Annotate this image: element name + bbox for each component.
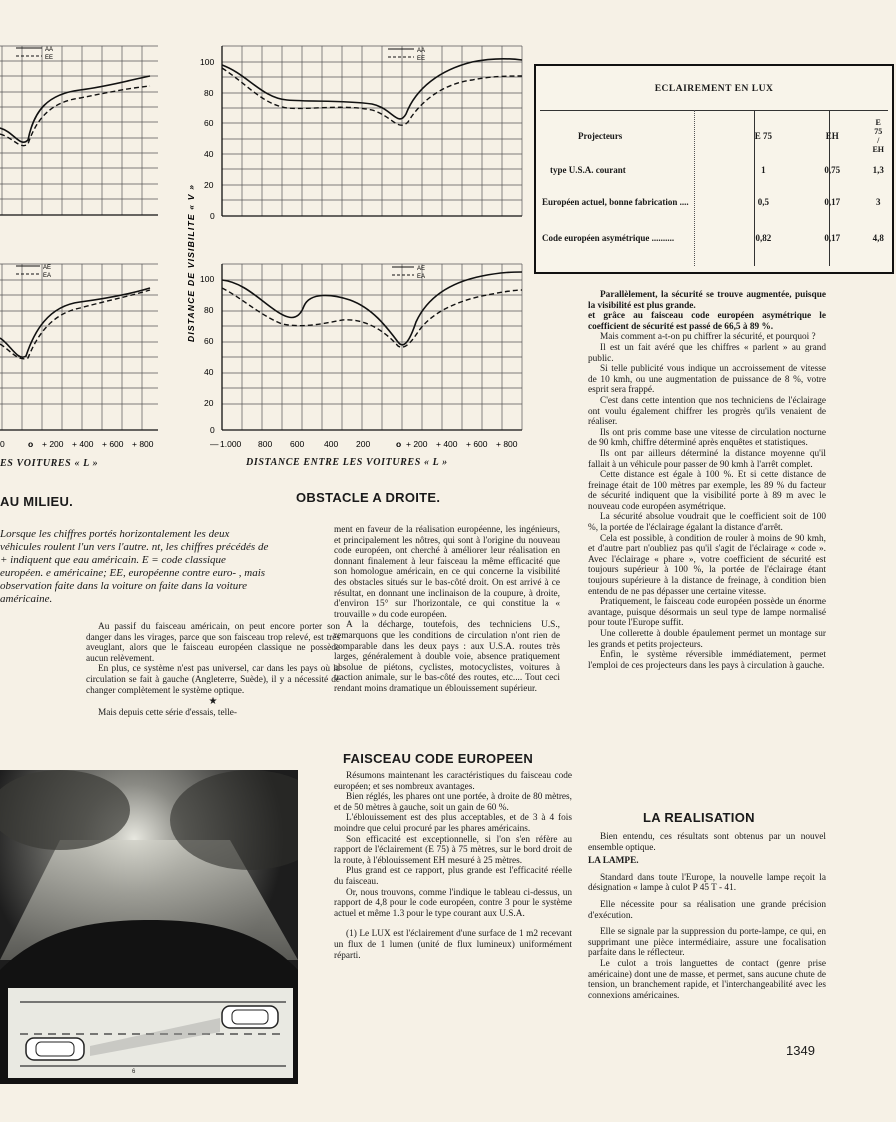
lux-header-eh: EH (825, 131, 839, 141)
col3-p5: C'est dans cette intention que nos techniciens de l'éclairage ont voulu également chiffrer les progrès qu'ils venaient de réaliser. (588, 395, 826, 428)
lux-row-1-e75: 0,5 (757, 197, 770, 207)
lux-table-title: ECLAIREMENT EN LUX (654, 84, 774, 94)
col3b-p4: Elle se signale par la suppression du porte-lampe, ce qui, en supprimant une pièce intermédiaire, assure une focalisation parfaite dans le réflecteur. (588, 927, 826, 959)
col1-p3: Mais depuis cette série d'essais, telle- (98, 708, 238, 719)
lux-row-0-label: type U.S.A. courant (550, 165, 626, 175)
x-tick-right-0: 1.000 (220, 439, 242, 449)
legend-bottom-left-0: AE (43, 265, 52, 271)
col3-p0: Parallèlement, la sécurité se trouve augmentée, puisque la visibilité est plus grande. (588, 290, 826, 311)
y-tick-top-4: 20 (204, 180, 214, 190)
col3-p12: Une collerette à double épaulement permet un montage sur les grands et petits projecteurs. (588, 629, 826, 650)
legend-bottom-left-1: EA (43, 273, 52, 279)
x-tick-left-0: 0 (0, 439, 5, 449)
column-2b (334, 771, 572, 961)
column-2a (334, 525, 560, 695)
x-tick-right-1: 800 (258, 439, 273, 449)
col2c-p2: L'éblouissement est des plus acceptables, et de 3 à 4 fois moindre que celui procuré par les phares américains. (334, 813, 572, 834)
y-axis-label-text: DISTANCE DE VISIBILITE « V » (186, 183, 196, 342)
column-3b (588, 832, 826, 1001)
y-tick-top-1: 80 (204, 88, 214, 98)
lux-row-1-ratio: 3 (875, 197, 881, 207)
lux-table (540, 116, 886, 256)
col3-p1: et grâce au faisceau code européen asymétrique le coefficient de sécurité est passé de 66,5 à 89 %. (588, 311, 826, 332)
lux-table-box (534, 64, 894, 274)
col3b-p3: Elle nécessite pour sa réalisation une grande précision d'exécution. (588, 899, 826, 921)
col3-p3: Il est un fait avéré que les chiffres « parlent » au grand public. (588, 342, 826, 364)
legend-bottom-right-1: EA (417, 274, 426, 280)
x-tick-right-4: 200 (356, 439, 371, 449)
x-tick-right-3: 400 (324, 439, 339, 449)
col2c-p4: Plus grand est ce rapport, plus grande est l'efficacité réelle du faisceau. (334, 866, 572, 887)
column-3a (588, 290, 826, 671)
legend-bottom-right-0: AE (417, 266, 426, 272)
heading-obstacle-droite: OBSTACLE A DROITE. (296, 490, 441, 505)
col3b-p2: Standard dans toute l'Europe, la nouvelle lampe reçoit la désignation « lampe à culot P 45 T - 41. (588, 872, 826, 894)
col2c-p3: Son efficacité est exceptionnelle, si l'on s'en réfère au rapport de l'éclairement (E 75) à 75 mètres, sur le bord droit de la route, à l'éblouissement EH mesuré à 25 mètres. (334, 834, 572, 866)
svg-text:—: — (210, 439, 219, 449)
x-tick-right-2: 600 (290, 439, 305, 449)
col2c-p5: Or, nous trouvons, comme l'indique le tableau ci-dessus, un rapport de 4,8 pour le code européen, contre 3 pour le système actuel et même 1.3 pour le type courant aux U.S.A. (334, 887, 572, 919)
col3-p6: Ils ont pris comme base une vitesse de circulation nocturne de 90 kmh, chiffre déterminé après enquêtes et statistiques. (588, 427, 826, 449)
heading-la-realisation: LA REALISATION (643, 810, 755, 825)
legend-top-left-0: AA (45, 47, 54, 53)
x-axis-label-left: ES VOITURES « L » (0, 458, 99, 469)
lux-row-1-label: Européen actuel, bonne fabrication .... (542, 197, 689, 207)
night-road-photo (0, 770, 298, 1084)
chart-bottom-right (192, 258, 537, 458)
lux-row-0-ratio: 1,3 (872, 165, 884, 175)
y-tick-top-0: 100 (200, 57, 215, 67)
col2c-p0: Résumons maintenant les caractéristiques du faisceau code européen; et ses nombreux avantages. (334, 771, 572, 792)
footnote: (1) Le LUX est l'éclairement d'une surface de 1 m2 recevant un flux de 1 lumen (unité de flux lumineux) uniformément réparti. (334, 929, 572, 961)
legend-top-left-1: EE (45, 55, 54, 61)
col3-p4: Si telle publicité vous indique un accroissement de vitesse de 10 kmh, ou une augmentation de puissance de 8 %, votre esprit sera frappé. (588, 364, 826, 396)
y-tick-top-3: 40 (204, 149, 214, 159)
photo-number: 6 (132, 1069, 136, 1075)
page-number: 1349 (786, 1043, 815, 1058)
col3-p13: Enfin, le système réversible immédiatement, permet l'emploi de ces projecteurs dans les pays à circulation à gauche. (588, 650, 826, 671)
x-tick-left-1: o (28, 439, 34, 449)
night-road-photo-image (0, 770, 298, 1084)
x-tick-left-2: + 200 (42, 439, 64, 449)
col3-p10: Cela est possible, à condition de rouler à moins de 90 kmh, et d'autre part n'oubliez pas qu'il s'agit de l'éclairage « code ». Avec l'éclairage « phare », votre coefficient de sécurité est toujours supérieur à 100 %, la portée de l'éclairage étant toujours supérieure à la distance de freinage, à condition bien entendu de ne pas dépasser une certaine vitesse. (588, 533, 826, 597)
legend-top-right-1: EE (417, 56, 426, 62)
lux-row-1-eh: 0,17 (824, 197, 841, 207)
subheading-la-lampe: LA LAMPE. (588, 856, 639, 867)
col1-p0: Au passif du faisceau américain, on peut encore porter son danger dans les virages, parce que son faisceau trop relevé, est très aveuglant, alors que le faisceau européen classique ne possède aucun relèvement. (86, 622, 340, 664)
chart-top-right (192, 40, 532, 220)
col3-p11: Pratiquement, le faisceau code européen possède un énorme avantage, puisque désormais un seul type de lampe normalisé pour toute l'Europe suffit. (588, 597, 826, 629)
lux-header-e75: E 75 (754, 131, 773, 141)
x-tick-left-3: + 400 (72, 439, 94, 449)
y-tick-bottom-0: 100 (200, 274, 215, 284)
lux-header-ratio: E 75 / EH (872, 118, 884, 154)
x-tick-right-9: + 800 (496, 439, 518, 449)
legend-top-right-0: AA (417, 48, 426, 54)
x-tick-left-5: + 800 (132, 439, 154, 449)
y-tick-top-5: 0 (210, 211, 215, 220)
y-tick-bottom-3: 40 (204, 367, 214, 377)
lux-row-2-e75: 0,82 (755, 233, 772, 243)
y-axis-label (138, 124, 150, 244)
y-tick-bottom-4: 20 (204, 398, 214, 408)
x-tick-right-6: + 200 (406, 439, 428, 449)
col3-p2: Mais comment a-t-on pu chiffrer la sécurité, et pourquoi ? (600, 332, 816, 343)
x-tick-right-8: + 600 (466, 439, 488, 449)
lux-row-0-eh: 0,75 (824, 165, 841, 175)
col2c-p1: Bien réglés, les phares ont une portée, à droite de 80 mètres, et de 50 mètres à gauche, soit un gain de 60 %. (334, 792, 572, 813)
x-axis-label-right: DISTANCE ENTRE LES VOITURES « L » (246, 457, 448, 468)
col3-p9: La sécurité absolue voudrait que le coefficient soit de 100 %, la portée de l'éclairage égalant la distance d'arrêt. (588, 512, 826, 534)
y-tick-bottom-2: 60 (204, 336, 214, 346)
col2-p1: A la décharge, toutefois, des techniciens U.S., remarquons que les conditions de circulation n'ont rien de comparable dans les deux pays : aux U.S.A. routes très larges, généralement à double voie, absence pratiquement absolue de piétons, cyclistes, motocyclistes, voitures à traction animale, sur le bas-côté des routes, etc.... Tout ceci rendant moins dramatique un éblouissement supérieur. (334, 620, 560, 694)
col2-p0: ment en faveur de la réalisation européenne, les ingénieurs, et principalement les nôtres, qui sont à l'origine du nouveau code européen, ont cherché à améliorer leur réalisation en donnant finalement à leur faisceau la même efficacité que son homologue américain, en ce qui concerne la visibilité des obstacles situés sur le bas-côté droit. On est arrivé à ce résultat, en donnant une inclinaison de la coupure, à droite, d'environ 15° sur l'horizontale, ce qui constitue la « trouvaille » du code européen. (334, 525, 560, 620)
heading-au-milieu: AU MILIEU. (0, 494, 74, 509)
column-1 (86, 622, 340, 719)
lux-header-proj: Projecteurs (578, 131, 623, 141)
col3b-p0: Bien entendu, ces résultats sont obtenus par un nouvel ensemble optique. (588, 832, 826, 853)
x-tick-left-4: + 600 (102, 439, 124, 449)
y-tick-top-2: 60 (204, 118, 214, 128)
x-tick-right-7: + 400 (436, 439, 458, 449)
y-tick-bottom-1: 80 (204, 305, 214, 315)
lux-row-2-eh: 0,17 (824, 233, 841, 243)
chart-caption: Lorsque les chiffres portés horizontalement les deux véhicules roulent l'un vers l'autre. nt, les chiffres précédés de + indiquent que eau américain. E = code classique européen. e américaine; EE, européenne contre euro- , mais observation faite dans la voiture on faite dans la voiture américaine. (0, 528, 269, 605)
lux-row-2-ratio: 4,8 (872, 233, 884, 243)
col3b-p5: Le culot a trois languettes de contact (genre prise américaine) dont une de masse, et permet, sans aucune chute de tension, un branchement rapide, et l'interchangeabilité avec les connexions américaines. (588, 958, 826, 1001)
col1-p1: En plus, ce système n'est pas universel, car dans les pays où la circulation se fait à gauche (Angleterre, Suède), il y a nécessité de changer complètement le système optique. (86, 664, 340, 696)
chart-bottom-left (0, 258, 170, 458)
x-tick-right-5: o (396, 439, 402, 449)
lux-row-0-e75: 1 (761, 165, 766, 175)
star-ornament: ★ (208, 696, 218, 708)
heading-faisceau-code-europeen: FAISCEAU CODE EUROPEEN (343, 751, 534, 766)
col3-p7: Ils ont par ailleurs déterminé la distance moyenne qu'il fallait à un véhicule pour passer de 90 kmh à l'arrêt complet. (588, 448, 826, 470)
y-tick-bottom-5: 0 (210, 425, 215, 435)
col3-p8: Cette distance est égale à 100 %. Et si cette distance de freinage était de 100 mètres par exemple, les 89 % du facteur de sécurité indiquent que la visibilité porte à 89 m avec le nouveau code européen asymétrique. (588, 470, 826, 512)
lux-row-2-label: Code européen asymétrique .......... (542, 233, 675, 243)
